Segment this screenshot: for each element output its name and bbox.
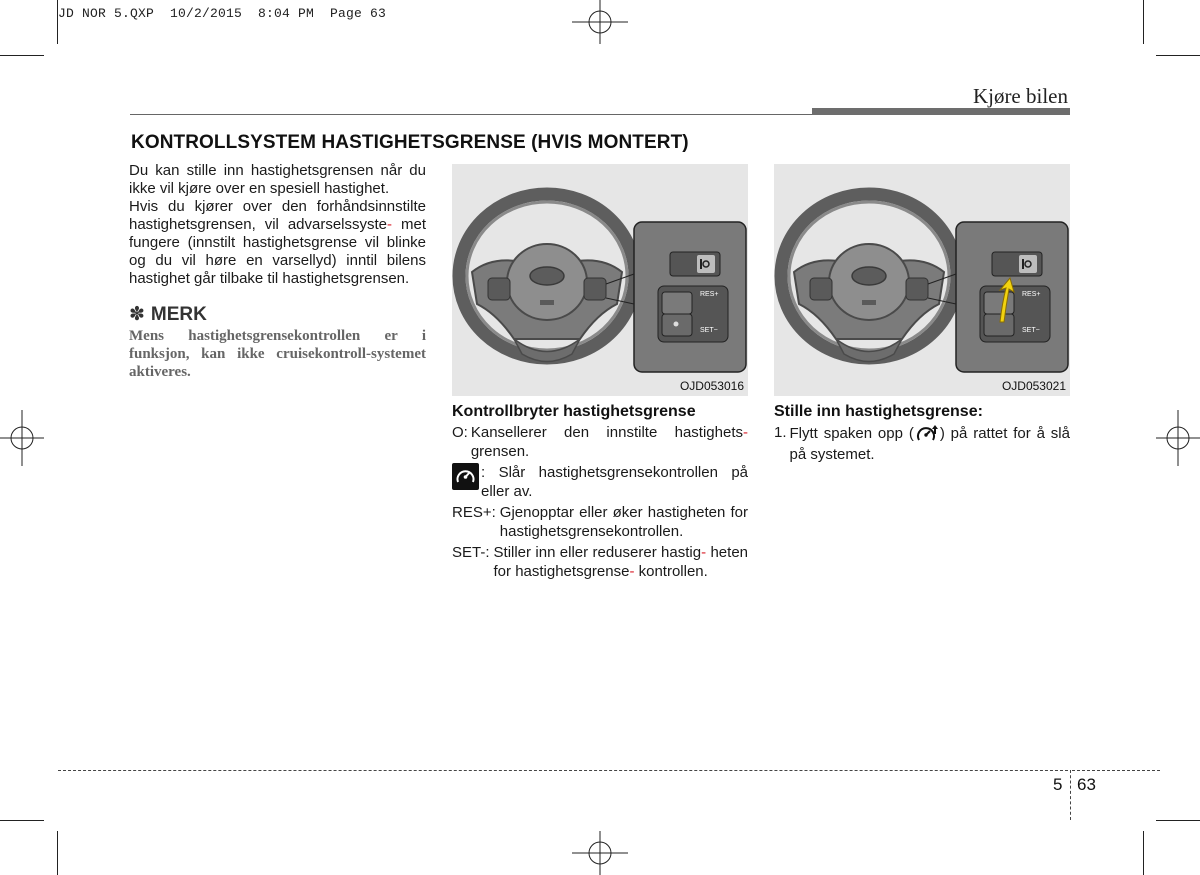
warning-paragraph: Hvis du kjører over den forhåndsinnstilte hastighetsgrensen, vil advarselssyste- met fungere (innstilt hastighetsgrense vil blinke og du vil høre en varsellyd) inntil bilens hastighet går tilbake til hastighetsgrensen. [129, 198, 426, 287]
note-heading: ✽ MERK [129, 304, 207, 325]
set-limit-heading: Stille inn hastighetsgrense: [774, 403, 983, 420]
header-tab-bar [812, 108, 1070, 115]
print-header: JD NOR 5.QXP 10/2/2015 8:04 PM Page 63 [58, 6, 387, 21]
svg-text:RES+: RES+ [1022, 291, 1041, 298]
page-number: 63 [1077, 775, 1096, 794]
middle-column [452, 402, 748, 581]
steering-wheel-illustration [452, 164, 748, 396]
speed-limiter-lever-icon [914, 423, 940, 445]
figure-code: OJD053016 [679, 379, 744, 393]
section-heading: KONTROLLSYSTEM HASTIGHETSGRENSE (HVIS MONTERT) [131, 132, 689, 153]
figure-code: OJD053021 [1001, 379, 1066, 393]
svg-text:SET−: SET− [1022, 327, 1040, 334]
speed-limiter-icon [452, 463, 479, 490]
figure-steering-wheel-switches [452, 164, 748, 396]
term-set: SET-: Stiller inn eller reduserer hastig- heten for hastighetsgrense- kontrollen. [452, 544, 749, 580]
svg-text:SET−: SET− [700, 327, 718, 334]
chapter-title: Kjøre bilen [972, 84, 1068, 108]
footer-rule-right [1072, 770, 1160, 771]
term-cancel: O: Kansellerer den innstilte hastighets- grensen. [452, 424, 748, 460]
term-toggle: : Slår hastighetsgrensekontrollen på eller av. [452, 463, 748, 501]
svg-text:RES+: RES+ [700, 291, 719, 298]
registration-mark-left [0, 410, 46, 466]
note-star-icon: ✽ [129, 304, 145, 325]
chapter-number: 5 [1053, 775, 1063, 794]
right-column [774, 402, 1070, 464]
page-number-separator [1070, 770, 1071, 820]
intro-paragraph: Du kan stille inn hastighetsgrensen når du ikke vil kjøre over en spesiell hastighet. [129, 162, 426, 197]
footer-rule-left [58, 770, 1068, 771]
switch-heading: Kontrollbryter hastighetsgrense [452, 403, 696, 420]
step-1: 1. Flytt spaken opp ( ) på rattet for å slå på systemet. [774, 424, 1070, 463]
note-text: Mens hastighetsgrensekontrollen er i funksjon, kan ikke cruisekontroll-systemet aktiveres. [129, 328, 426, 380]
steering-wheel-lever-illustration [774, 164, 1070, 396]
term-resume: RES+: Gjenopptar eller øker hastigheten for hastighetsgrensekontrollen. [452, 504, 748, 540]
figure-set-speed-limit [774, 164, 1070, 396]
registration-mark-right [1154, 410, 1200, 466]
registration-mark-top [572, 0, 628, 46]
registration-mark-bottom [572, 829, 628, 875]
left-column [129, 162, 426, 381]
